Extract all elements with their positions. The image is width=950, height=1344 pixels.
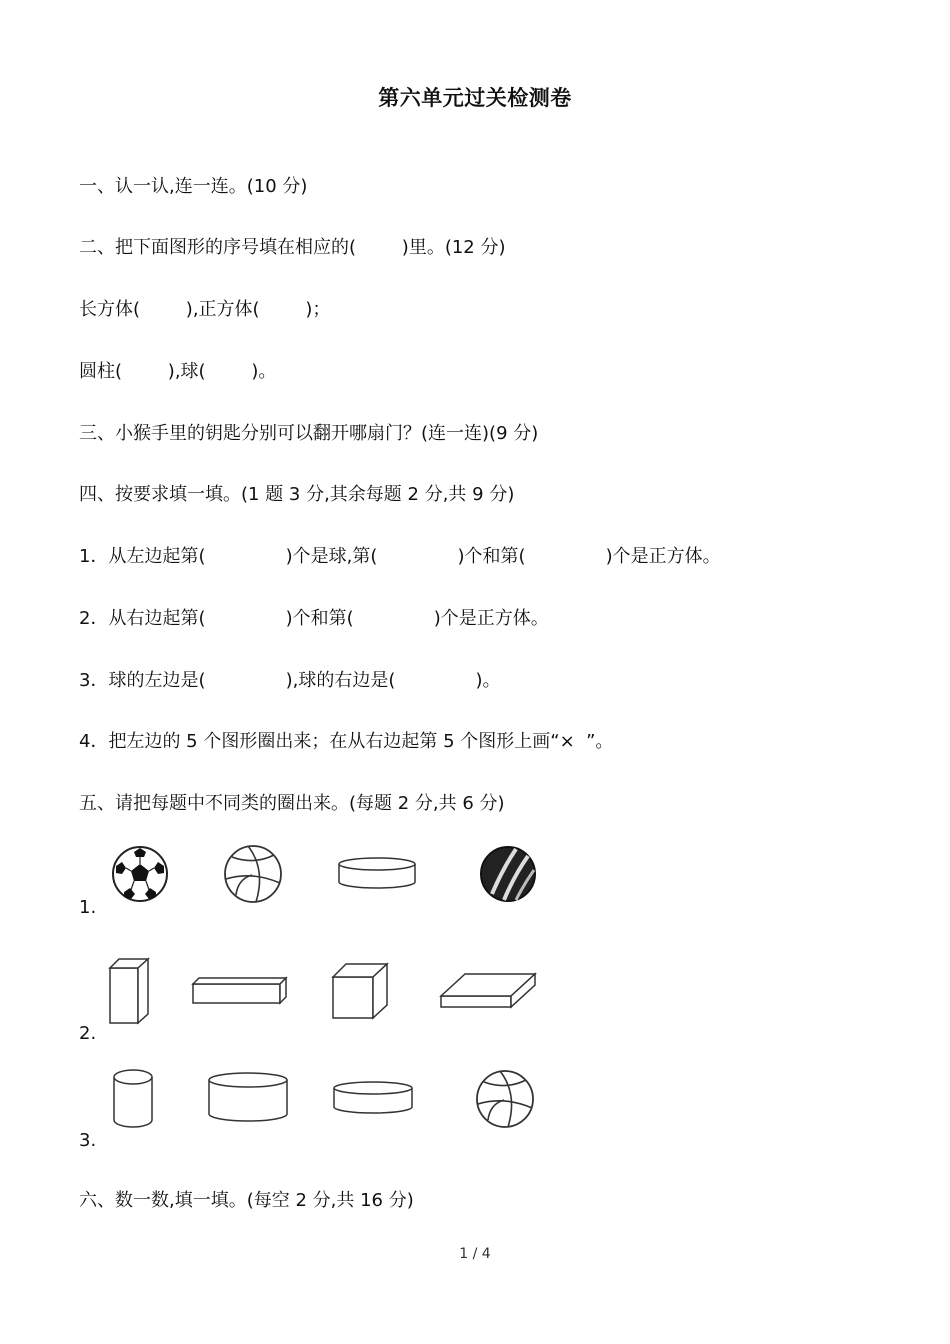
section-4-item-3: 3．球的左边是( ),球的右边是( )。 [79, 670, 501, 691]
section-6-heading: 六、数一数,填一填。(每空 2 分,共 16 分) [79, 1190, 414, 1211]
basketball-icon-2 [474, 1068, 536, 1130]
short-cylinder-icon [337, 856, 417, 890]
page-number: 1 / 4 [459, 1246, 491, 1262]
section-2-line-cuboid-cube: 长方体( ),正方体( )； [79, 299, 331, 320]
basketball-icon [222, 843, 284, 905]
section-4-heading: 四、按要求填一填。(1 题 3 分,其余每题 2 分,共 9 分) [79, 484, 515, 505]
section-4-item-1: 1．从左边起第( )个是球,第( )个和第( )个是正方体。 [79, 546, 721, 567]
section-2-heading: 二、把下面图形的序号填在相应的( )里。(12 分) [79, 237, 506, 258]
flat-cylinder-icon [332, 1080, 414, 1116]
tall-cuboid-icon [107, 956, 153, 1026]
section-4-item-4: 4．把左边的 5 个图形圈出来；在从右边起第 5 个图形上画“× ”。 [79, 731, 614, 752]
tall-cylinder-icon [111, 1068, 155, 1130]
soccer-ball-icon [110, 844, 170, 904]
page-title: 第六单元过关检测卷 [378, 86, 572, 110]
long-cuboid-icon [190, 976, 290, 1006]
section-1-heading: 一、认一认,连一连。(10 分) [79, 176, 308, 197]
flat-slab-icon [438, 971, 538, 1011]
question-number-2: 2. [79, 1023, 97, 1044]
wide-cylinder-icon [206, 1071, 290, 1125]
section-3-heading: 三、小猴手里的钥匙分别可以翻开哪扇门？(连一连)(9 分) [79, 423, 539, 444]
cube-icon [330, 961, 392, 1021]
section-5-heading: 五、请把每题中不同类的圈出来。(每题 2 分,共 6 分) [79, 793, 505, 814]
question-number-3: 3. [79, 1130, 97, 1151]
striped-ball-icon [478, 844, 538, 904]
section-4-item-2: 2．从右边起第( )个和第( )个是正方体。 [79, 608, 549, 629]
question-number-1: 1. [79, 897, 97, 918]
section-2-line-cylinder-sphere: 圆柱( ),球( )。 [79, 361, 277, 382]
